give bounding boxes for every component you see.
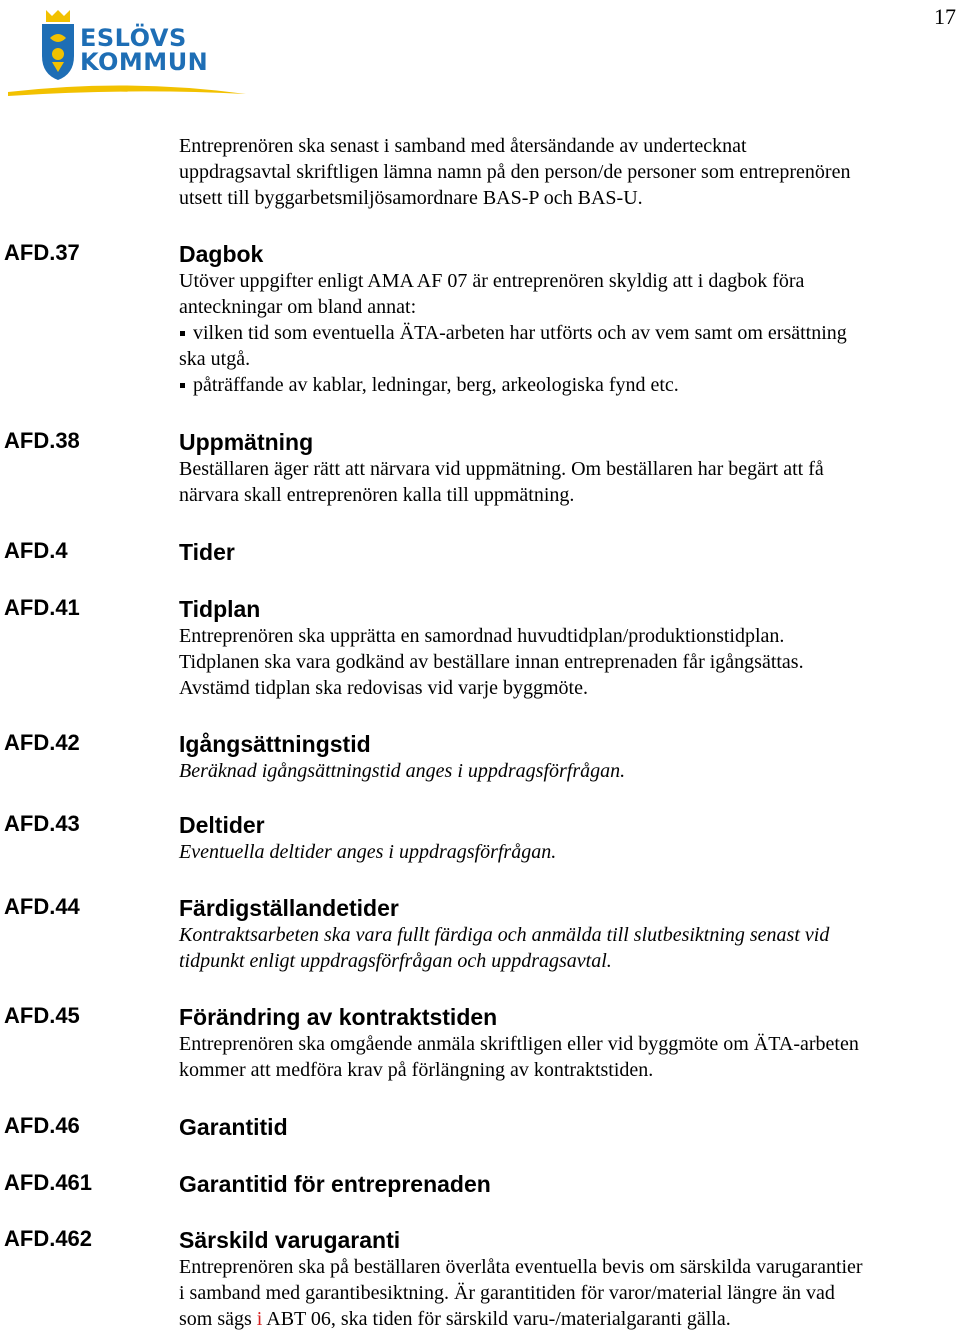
section-afd43: [179, 811, 958, 865]
section-line: Beräknad igångsättningstid anges i uppdragsförfrågan.: [179, 760, 626, 782]
intro-line: utsett till byggarbetsmiljösamordnare BAS-P och BAS-U.: [179, 187, 643, 209]
section-title: Igångsättningstid: [179, 731, 371, 757]
section-line: Kontraktsarbeten ska vara fullt färdiga och anmälda till slutbesiktning senast vid: [179, 924, 830, 946]
section-title: Garantitid för entreprenaden: [179, 1171, 491, 1197]
logo-text-line1: ESLÖVS: [80, 24, 187, 52]
intro-line: Entreprenören ska senast i samband med återsändande av undertecknat: [179, 135, 747, 157]
section-line: Utöver uppgifter enligt AMA AF 07 är entreprenören skyldig att i dagbok föra: [179, 270, 805, 292]
section-afd462: [179, 1226, 958, 1332]
section-afd4: [179, 538, 958, 566]
logo-text-line2: KOMMUN: [80, 48, 209, 76]
bullet-item-continuation: ska utgå.: [179, 348, 251, 370]
section-line: anteckningar om bland annat:: [179, 296, 417, 318]
section-line: Entreprenören ska omgående anmäla skriftligen eller vid byggmöte om ÄTA-arbeten: [179, 1033, 859, 1055]
section-line: [179, 1306, 958, 1332]
section-title: Särskild varugaranti: [179, 1227, 401, 1253]
section-afd45: [179, 1003, 958, 1083]
section-code-afd45: AFD.45: [4, 1003, 80, 1028]
section-title: Uppmätning: [179, 429, 314, 455]
section-title: Färdigställandetider: [179, 895, 399, 921]
section-line: i samband med garantibesiktning. Är garantitiden för varor/material längre än vad: [179, 1282, 835, 1304]
section-code-afd41: AFD.41: [4, 595, 80, 620]
page-number: 17: [934, 4, 956, 29]
section-code-afd37: AFD.37: [4, 240, 80, 265]
section-afd41: [179, 595, 958, 701]
section-code-afd4: AFD.4: [4, 538, 68, 563]
section-title: Deltider: [179, 812, 265, 838]
section-code-afd42: AFD.42: [4, 730, 80, 755]
section-code-afd461: AFD.461: [4, 1170, 93, 1195]
section-code-afd38: AFD.38: [4, 428, 80, 453]
section-afd38: [179, 428, 958, 508]
section-code-afd462: AFD.462: [4, 1226, 93, 1251]
section-line: tidpunkt enligt uppdragsförfrågan och uppdragsavtal.: [179, 950, 612, 972]
section-line: närvara skall entreprenören kalla till uppmätning.: [179, 484, 575, 506]
section-afd461: [179, 1170, 958, 1198]
section-code-afd44: AFD.44: [4, 894, 80, 919]
section-code-afd43: AFD.43: [4, 811, 80, 836]
section-title: Dagbok: [179, 241, 264, 267]
section-title: Tider: [179, 539, 235, 565]
section-line: Entreprenören ska upprätta en samordnad huvudtidplan/produktionstidplan.: [179, 625, 785, 647]
intro-paragraph: [179, 133, 958, 211]
eslovs-kommun-logo: [8, 8, 248, 98]
section-title: Förändring av kontraktstiden: [179, 1004, 498, 1030]
bullet-item: påträffande av kablar, ledningar, berg, arkeologiska fynd etc.: [179, 372, 958, 398]
section-title: Tidplan: [179, 596, 261, 622]
section-line: Avstämd tidplan ska redovisas vid varje byggmöte.: [179, 677, 588, 699]
section-line: Eventuella deltider anges i uppdragsförfrågan.: [179, 841, 557, 863]
bullet-item: vilken tid som eventuella ÄTA-arbeten har utförts och av vem samt om ersättning: [179, 320, 958, 346]
section-title: Garantitid: [179, 1114, 288, 1140]
text-span: som sägs: [179, 1308, 257, 1330]
highlighted-word: i: [256, 1308, 263, 1330]
section-afd46: [179, 1113, 958, 1141]
section-line: Tidplanen ska vara godkänd av beställare innan entreprenaden får igångsättas.: [179, 651, 804, 673]
section-afd42: [179, 730, 958, 784]
text-span: ABT 06, ska tiden för särskild varu-/materialgaranti gälla.: [262, 1308, 731, 1330]
section-line: Beställaren äger rätt att närvara vid uppmätning. Om beställaren har begärt att få: [179, 458, 824, 480]
section-code-afd46: AFD.46: [4, 1113, 80, 1138]
section-afd44: [179, 894, 958, 974]
section-line: Entreprenören ska på beställaren överlåta eventuella bevis om särskilda varugarantier: [179, 1256, 863, 1278]
section-line: kommer att medföra krav på förlängning av kontraktstiden.: [179, 1059, 654, 1081]
section-afd37: [179, 240, 958, 398]
intro-line: uppdragsavtal skriftligen lämna namn på den person/de personer som entreprenören: [179, 161, 851, 183]
